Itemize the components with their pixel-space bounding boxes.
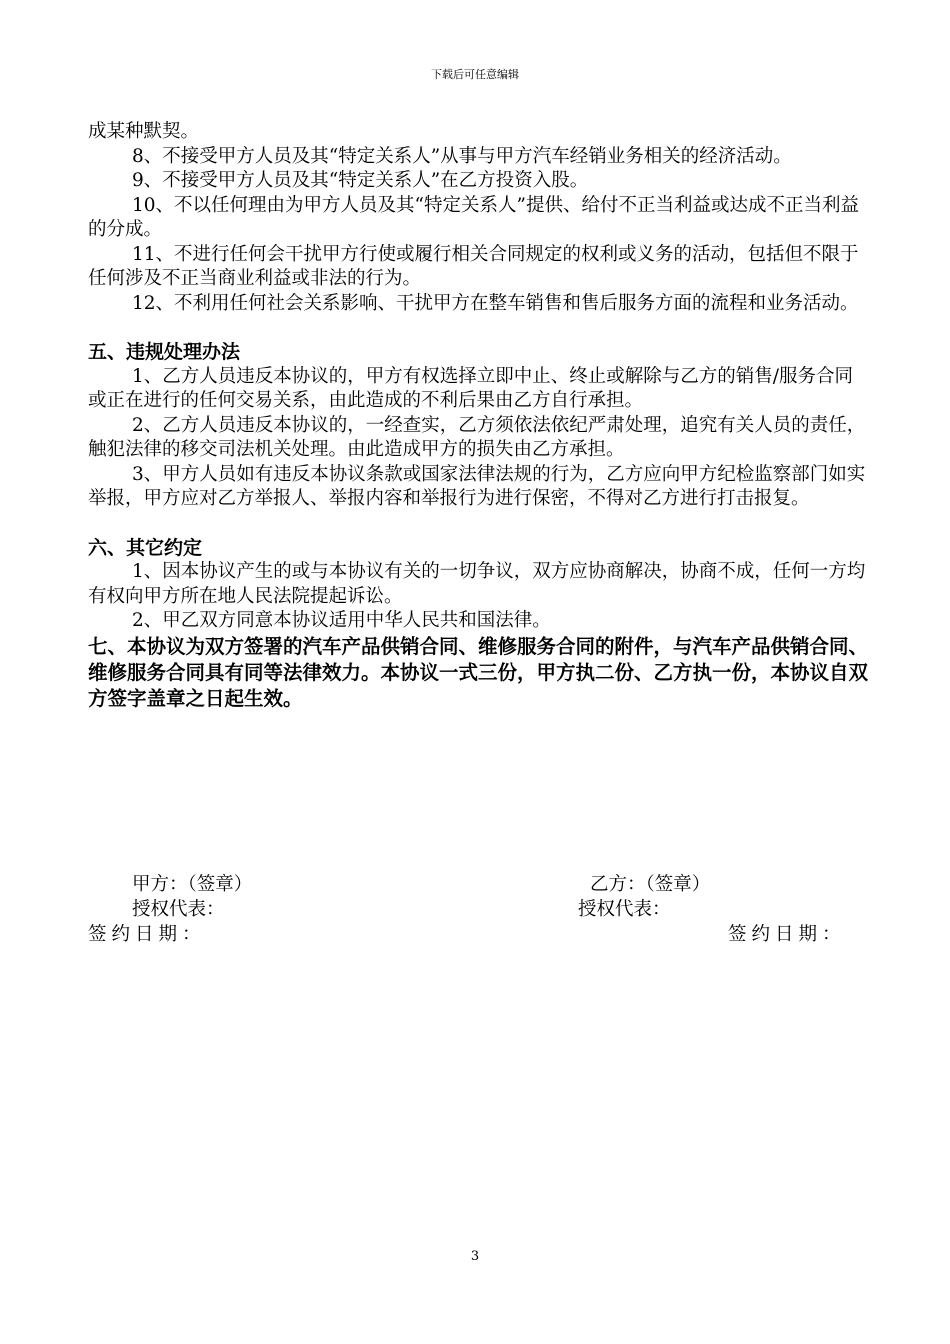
party-a-signature: 甲方：（签章） bbox=[132, 874, 253, 895]
party-a-sign-date: 签约日期： bbox=[88, 924, 206, 945]
header-note: 下载后可任意编辑 bbox=[431, 68, 519, 81]
party-b-representative: 授权代表： bbox=[578, 899, 671, 920]
clause-11: 11、不进行任何会干扰甲方行使或履行相关合同规定的权利或义务的活动，包括但不限于任何涉及不正当商业利益或非法的行为。 bbox=[88, 243, 859, 289]
section-spacer bbox=[88, 512, 868, 536]
party-a-representative: 授权代表： bbox=[132, 899, 225, 920]
clause-12: 12、不利用任何社会关系影响、干扰甲方在整车销售和售后服务方面的流程和业务活动。 bbox=[132, 292, 859, 314]
section-5-clause-3: 3、甲方人员如有违反本协议条款或国家法律法规的行为，乙方应向甲方纪检监察部门如实举报，甲方应对乙方举报人、举报内容和举报行为进行保密，不得对乙方进行打击报复。 bbox=[88, 463, 866, 509]
section-6-clause-2: 2、甲乙双方同意本协议适用中华人民共和国法律。 bbox=[132, 610, 551, 631]
signature-row-parties bbox=[88, 872, 868, 897]
party-b-sign-date: 签约日期： bbox=[728, 924, 846, 945]
section-6-clause-1: 1、因本协议产生的或与本协议有关的一切争议，双方应协商解决，协商不成，任何一方均有权向甲方所在地人民法院提起诉讼。 bbox=[88, 561, 866, 607]
section-5-heading: 五、违规处理办法 bbox=[88, 341, 241, 363]
section-spacer bbox=[88, 316, 868, 340]
party-b-signature: 乙方：（签章） bbox=[590, 874, 711, 895]
section-6-heading: 六、其它约定 bbox=[88, 536, 203, 559]
signature-row-dates bbox=[88, 922, 868, 947]
continuation-text: 成某种默契。 bbox=[88, 121, 200, 142]
signature-block bbox=[88, 872, 868, 947]
section-5-clause-2: 2、乙方人员违反本协议的，一经查实，乙方须依法依纪严肃处理，追究有关人员的责任，触犯法律的移交司法机关处理。由此造成甲方的损失由乙方承担。 bbox=[88, 414, 866, 460]
clause-8: 8、不接受甲方人员及其“特定关系人”从事与甲方汽车经销业务相关的经济活动。 bbox=[132, 145, 792, 167]
section-7-statement: 七、本协议为双方签署的汽车产品供销合同、维修服务合同的附件，与汽车产品供销合同、维修服务合同具有同等法律效力。本协议一式三份，甲方执二份、乙方执一份，本协议自双方签字盖章之日起生效。 bbox=[88, 634, 869, 710]
signature-row-representatives bbox=[88, 897, 868, 922]
document-body bbox=[88, 120, 868, 712]
page-number: 3 bbox=[470, 1249, 480, 1264]
clause-9: 9、不接受甲方人员及其“特定关系人”在乙方投资入股。 bbox=[132, 170, 589, 191]
section-5-clause-1: 1、乙方人员违反本协议的，甲方有权选择立即中止、终止或解除与乙方的销售/服务合同或正在进行的任何交易关系，由此造成的不利后果由乙方自行承担。 bbox=[88, 365, 854, 411]
clause-10: 10、不以任何理由为甲方人员及其“特定关系人”提供、给付不正当利益或达成不正当利益的分成。 bbox=[88, 194, 859, 240]
